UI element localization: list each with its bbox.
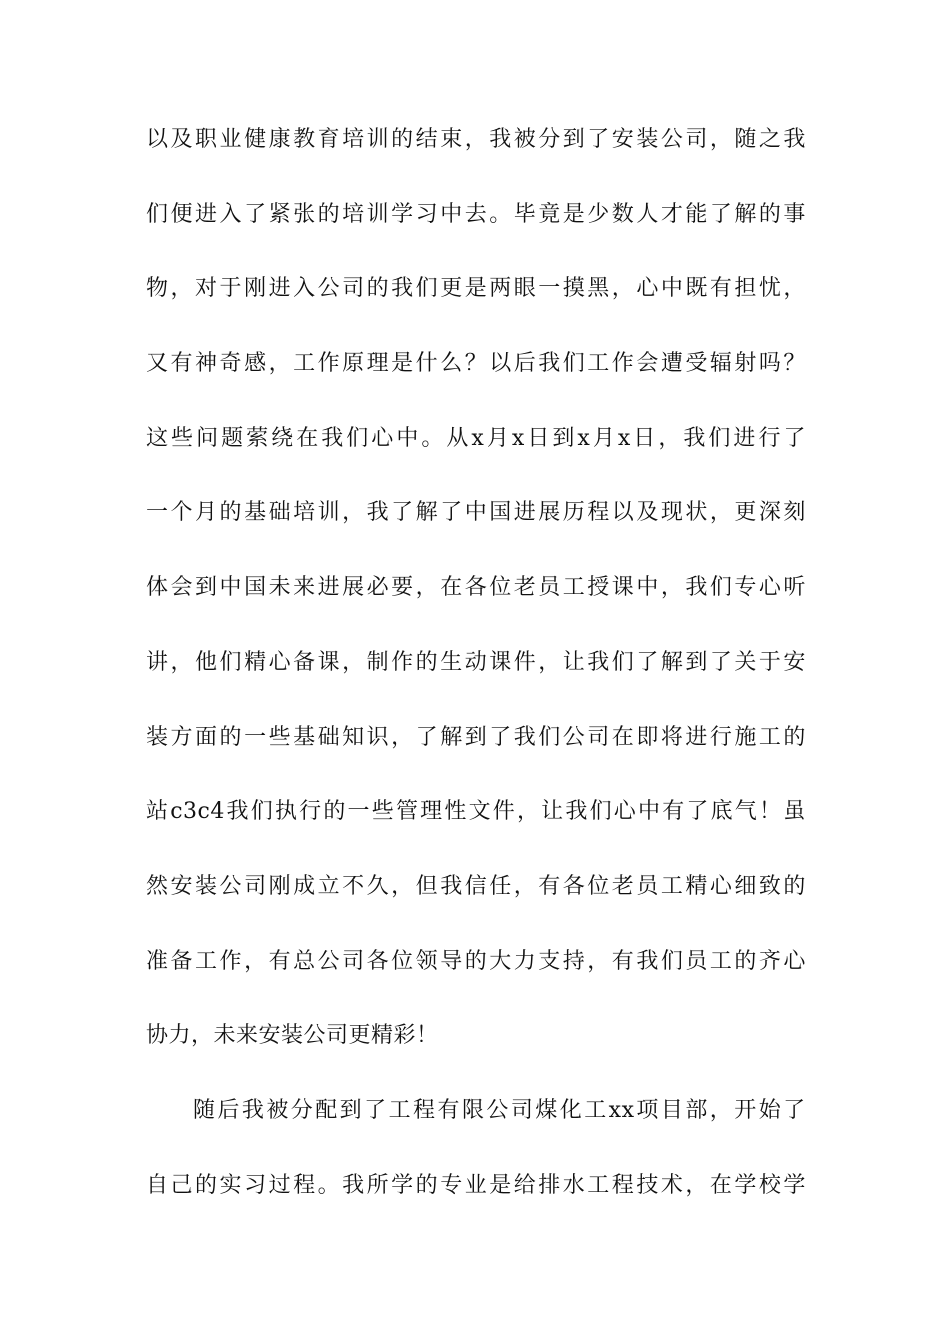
- text-line: 准 备 工 作 ， 有 总 公 司 各 位 领 导 的 大 力 支 持 ， 有 我 们 员 工 的 齐 心: [146, 948, 806, 974]
- text-line: 装 方 面 的 一 些 基 础 知 识 ， 了 解 到 了 我 们 公 司 在 即 将 进 行 施 工 的: [146, 724, 806, 750]
- text-line: 讲 ， 他 们 精 心 备 课 ， 制 作 的 生 动 课 件 ， 让 我 们 了 解 到 了 关 于 安: [146, 649, 806, 675]
- text-line: 协力，未来安装公司更精彩！: [146, 1023, 439, 1049]
- text-line: 一 个 月 的 基 础 培 训 ， 我 了 解 了 中 国 进 展 历 程 以 及 现 状 ， 更 深 刻: [146, 500, 806, 526]
- text-line: 们 便 进 入 了 紧 张 的 培 训 学 习 中 去 。 毕 竟 是 少 数 人 才 能 了 解 的 事: [146, 201, 806, 227]
- text-line: 自 己 的 实 习 过 程 。 我 所 学 的 专 业 是 给 排 水 工 程 技 术 ， 在 学 校 学: [146, 1172, 806, 1198]
- text-line: 站 c3c4 我 们 执 行 的 一 些 管 理 性 文 件 ， 让 我 们 心 中 有 了 底 气 ！ 虽: [146, 799, 806, 825]
- body-text: [146, 128, 806, 1248]
- text-line: 随 后 我 被 分 配 到 了 工 程 有 限 公 司 煤 化 工 xx 项 目 部 ， 开 始 了: [192, 1097, 806, 1123]
- text-line: 又 有 神 奇 感 ， 工 作 原 理 是 什 么 ？ 以 后 我 们 工 作 会 遭 受 辐 射 吗 ？: [146, 351, 806, 377]
- text-line: 体 会 到 中 国 未 来 进 展 必 要 ， 在 各 位 老 员 工 授 课 中 ， 我 们 专 心 听: [146, 575, 806, 601]
- text-line: 然 安 装 公 司 刚 成 立 不 久 ， 但 我 信 任 ， 有 各 位 老 员 工 精 心 细 致 的: [146, 873, 806, 899]
- text-line: 物 ， 对 于 刚 进 入 公 司 的 我 们 更 是 两 眼 一 摸 黑 ， 心 中 既 有 担 忧 ，: [146, 276, 806, 302]
- text-line: 以 及 职 业 健 康 教 育 培 训 的 结 束 ， 我 被 分 到 了 安 装 公 司 ， 随 之 我: [146, 127, 806, 152]
- text-line: 这 些 问 题 萦 绕 在 我 们 心 中 。 从 x 月 x 日 到 x 月 x 日 ， 我 们 进 行 了: [146, 425, 806, 451]
